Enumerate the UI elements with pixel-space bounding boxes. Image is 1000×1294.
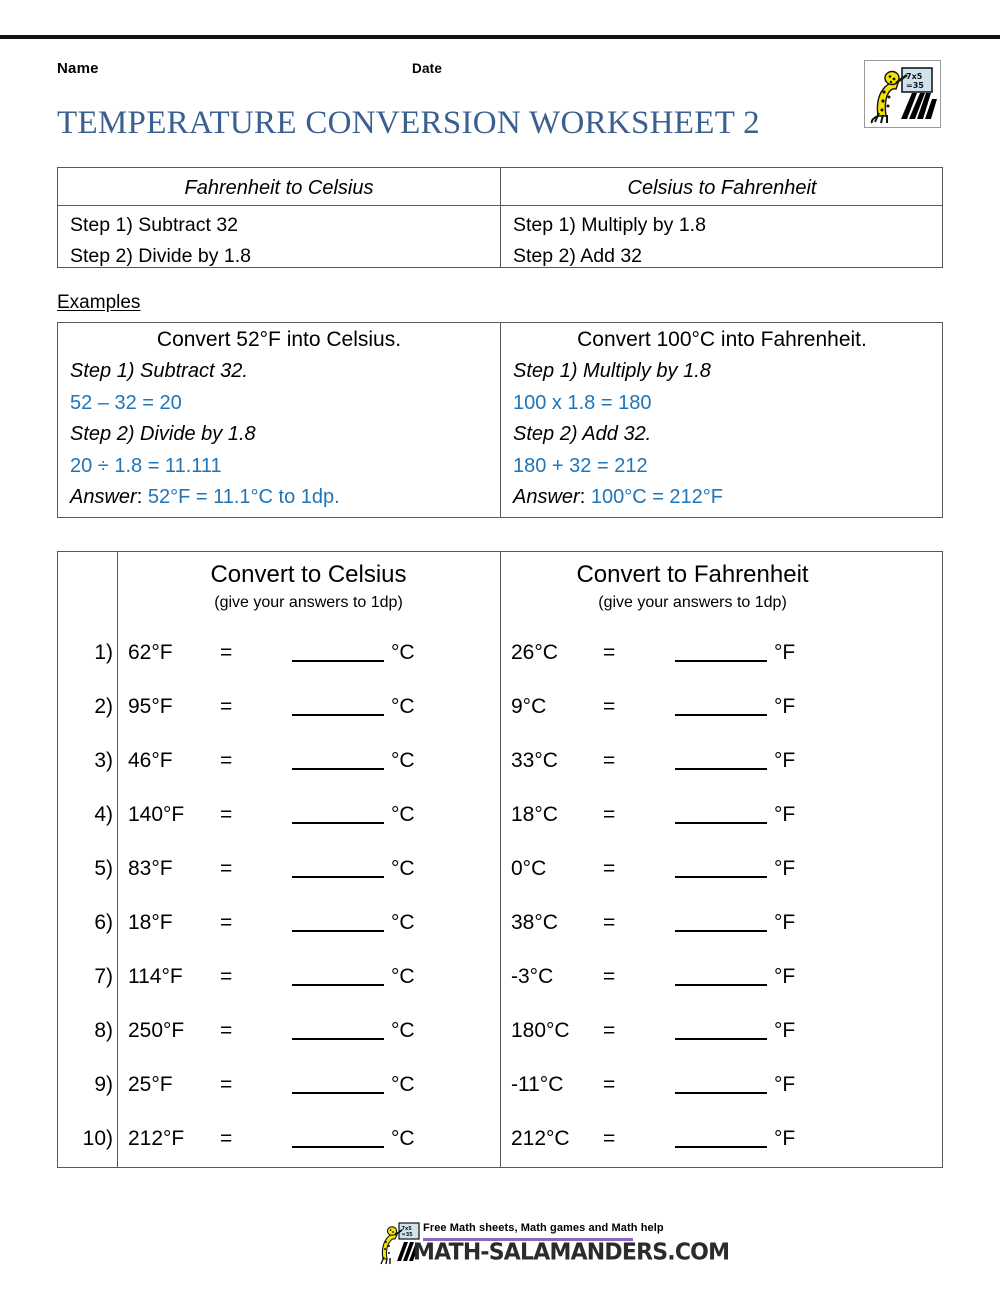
equals-sign: =	[220, 1073, 233, 1096]
question-number: 2)	[94, 695, 113, 718]
question-value: 212°C	[511, 1127, 570, 1150]
unit-label: °F	[774, 1127, 796, 1150]
questions-subheading-text: (give your answers to 1dp)	[598, 594, 787, 611]
equals-sign: =	[603, 641, 616, 664]
example-step-1: Step 1) Multiply by 1.8	[513, 360, 711, 382]
question-number: 6)	[94, 911, 113, 934]
answer-blank[interactable]	[675, 1073, 767, 1094]
method-steps-f-to-c	[70, 210, 251, 272]
unit-label: °C	[391, 857, 415, 880]
question-cell-fahrenheit	[511, 640, 795, 666]
question-value: 25°F	[128, 1073, 173, 1096]
unit-label: °C	[391, 803, 415, 826]
questions-heading-text: Convert to Fahrenheit	[576, 561, 809, 588]
question-cell-fahrenheit	[511, 1126, 795, 1152]
questions-headers	[58, 552, 944, 628]
equals-sign: =	[220, 749, 233, 772]
answer-blank[interactable]	[675, 803, 767, 824]
question-number: 7)	[94, 965, 113, 988]
answer-blank[interactable]	[675, 911, 767, 932]
method-heading-c-to-f: Celsius to Fahrenheit	[627, 177, 817, 199]
question-cell-fahrenheit	[511, 910, 795, 936]
table-row	[58, 790, 944, 844]
examples-table	[57, 322, 943, 518]
question-cell-fahrenheit	[511, 856, 795, 882]
footer-tagline: Free Math sheets, Math games and Math help	[423, 1222, 664, 1234]
equals-sign: =	[220, 965, 233, 988]
question-value: 62°F	[128, 641, 173, 664]
table-row	[58, 1114, 944, 1168]
method-step: Step 1) Subtract 32	[70, 214, 239, 236]
svg-text:7x5: 7x5	[906, 72, 923, 81]
example-answer-label: Answer	[70, 486, 137, 508]
equals-sign: =	[603, 911, 616, 934]
answer-blank[interactable]	[292, 695, 384, 716]
unit-label: °F	[774, 857, 796, 880]
question-cell-celsius	[128, 964, 415, 990]
unit-label: °F	[774, 1073, 796, 1096]
example-step-2: Step 2) Add 32.	[513, 423, 652, 445]
unit-label: °C	[391, 1019, 415, 1042]
table-row	[58, 736, 944, 790]
question-value: -11°C	[511, 1073, 564, 1096]
answer-blank[interactable]	[292, 749, 384, 770]
method-step: Step 2) Add 32	[513, 245, 643, 267]
unit-label: °C	[391, 911, 415, 934]
answer-blank[interactable]	[292, 1019, 384, 1040]
equals-sign: =	[220, 1019, 233, 1042]
footer-site-url[interactable]: MATH-SALAMANDERS.COM	[413, 1239, 730, 1266]
question-cell-celsius	[128, 1018, 415, 1044]
examples-label: Examples	[57, 292, 141, 313]
question-cell-celsius	[128, 640, 415, 666]
equals-sign: =	[603, 803, 616, 826]
equals-sign: =	[603, 695, 616, 718]
question-number: 4)	[94, 803, 113, 826]
question-value: 33°C	[511, 749, 558, 772]
questions-subheading-text: (give your answers to 1dp)	[214, 594, 403, 611]
top-rule-divider	[0, 35, 1000, 39]
question-value: 9°C	[511, 695, 547, 718]
unit-label: °C	[391, 1073, 415, 1096]
svg-text:=35: =35	[401, 1232, 413, 1238]
method-table-header-divider	[58, 205, 942, 206]
question-cell-celsius	[128, 802, 415, 828]
unit-label: °F	[774, 641, 796, 664]
name-label: Name	[57, 60, 99, 77]
question-value: 212°F	[128, 1127, 185, 1150]
question-cell-celsius	[128, 748, 415, 774]
equals-sign: =	[603, 1073, 616, 1096]
question-number: 10)	[82, 1127, 113, 1150]
example-working-1: 52 – 32 = 20	[70, 391, 182, 414]
table-row	[58, 682, 944, 736]
equals-sign: =	[220, 911, 233, 934]
question-cell-fahrenheit	[511, 802, 795, 828]
unit-label: °F	[774, 803, 796, 826]
equals-sign: =	[603, 857, 616, 880]
table-row	[58, 1006, 944, 1060]
question-number: 8)	[94, 1019, 113, 1042]
answer-blank[interactable]	[675, 1019, 767, 1040]
table-row	[58, 628, 944, 682]
example-title: Convert 52°F into Celsius.	[156, 328, 402, 351]
unit-label: °C	[391, 641, 415, 664]
question-value: 83°F	[128, 857, 173, 880]
question-cell-fahrenheit	[511, 964, 795, 990]
unit-label: °F	[774, 749, 796, 772]
example-answer-value: 100°C = 212°F	[590, 486, 724, 508]
svg-text:=35: =35	[906, 81, 924, 90]
questions-heading-celsius	[117, 560, 500, 615]
example-answer: Answer: 100°C = 212°F	[513, 486, 724, 508]
question-value: -3°C	[511, 965, 554, 988]
answer-blank[interactable]	[292, 1127, 384, 1148]
question-value: 95°F	[128, 695, 173, 718]
question-cell-celsius	[128, 856, 415, 882]
table-row	[58, 952, 944, 1006]
example-working-2: 180 + 32 = 212	[513, 454, 648, 477]
worksheet-header	[57, 58, 943, 86]
example-step-1: Step 1) Subtract 32.	[70, 360, 248, 382]
unit-label: °F	[774, 695, 796, 718]
question-cell-fahrenheit	[511, 1018, 795, 1044]
question-value: 26°C	[511, 641, 558, 664]
unit-label: °F	[774, 965, 796, 988]
questions-rows	[58, 628, 944, 1168]
page-title: TEMPERATURE CONVERSION WORKSHEET 2	[57, 105, 760, 141]
unit-label: °C	[391, 1127, 415, 1150]
equals-sign: =	[220, 1127, 233, 1150]
table-row	[58, 898, 944, 952]
method-heading-f-to-c: Fahrenheit to Celsius	[184, 177, 374, 199]
question-cell-celsius	[128, 910, 415, 936]
question-number: 3)	[94, 749, 113, 772]
example-answer-value: 52°F = 11.1°C to 1dp.	[147, 486, 340, 508]
unit-label: °C	[391, 965, 415, 988]
answer-blank[interactable]	[675, 641, 767, 662]
equals-sign: =	[220, 857, 233, 880]
equals-sign: =	[603, 1019, 616, 1042]
answer-blank[interactable]	[292, 911, 384, 932]
equals-sign: =	[603, 965, 616, 988]
example-title: Convert 100°C into Fahrenheit.	[577, 328, 867, 351]
method-steps-c-to-f	[513, 210, 706, 272]
example-working-2: 20 ÷ 1.8 = 11.111	[70, 454, 222, 477]
question-cell-celsius	[128, 1126, 415, 1152]
question-cell-fahrenheit	[511, 1072, 795, 1098]
math-salamander-logo-icon	[864, 60, 941, 128]
equals-sign: =	[603, 1127, 616, 1150]
example-answer-label: Answer	[513, 486, 580, 508]
question-cell-celsius	[128, 694, 415, 720]
question-cell-fahrenheit	[511, 748, 795, 774]
answer-blank[interactable]	[292, 857, 384, 878]
answer-blank[interactable]	[292, 803, 384, 824]
method-step: Step 1) Multiply by 1.8	[513, 214, 706, 236]
example-step-2: Step 2) Divide by 1.8	[70, 423, 256, 445]
table-row	[58, 844, 944, 898]
question-value: 250°F	[128, 1019, 185, 1042]
questions-heading-text: Convert to Celsius	[210, 561, 407, 588]
question-number: 1)	[94, 641, 113, 664]
questions-table	[57, 551, 943, 1168]
date-label: Date	[412, 61, 443, 76]
question-value: 38°C	[511, 911, 558, 934]
equals-sign: =	[603, 749, 616, 772]
unit-label: °F	[774, 911, 796, 934]
unit-label: °C	[391, 749, 415, 772]
example-f-to-c	[58, 323, 500, 517]
example-answer: Answer: 52°F = 11.1°C to 1dp.	[70, 486, 340, 508]
question-cell-fahrenheit	[511, 694, 795, 720]
question-number: 9)	[94, 1073, 113, 1096]
question-value: 46°F	[128, 749, 173, 772]
question-value: 18°C	[511, 803, 558, 826]
answer-blank[interactable]	[675, 695, 767, 716]
table-row	[58, 1060, 944, 1114]
answer-blank[interactable]	[292, 965, 384, 986]
answer-blank[interactable]	[675, 857, 767, 878]
question-value: 18°F	[128, 911, 173, 934]
question-value: 0°C	[511, 857, 547, 880]
questions-heading-fahrenheit	[501, 560, 884, 615]
answer-blank[interactable]	[292, 1073, 384, 1094]
answer-blank[interactable]	[675, 749, 767, 770]
example-c-to-f	[501, 323, 943, 517]
answer-blank[interactable]	[292, 641, 384, 662]
question-value: 180°C	[511, 1019, 570, 1042]
equals-sign: =	[220, 695, 233, 718]
question-value: 140°F	[128, 803, 185, 826]
equals-sign: =	[220, 641, 233, 664]
answer-blank[interactable]	[675, 965, 767, 986]
question-number: 5)	[94, 857, 113, 880]
unit-label: °F	[774, 1019, 796, 1042]
question-cell-celsius	[128, 1072, 415, 1098]
site-footer	[375, 1219, 730, 1269]
conversion-method-table	[57, 167, 943, 268]
equals-sign: =	[220, 803, 233, 826]
method-step: Step 2) Divide by 1.8	[70, 245, 252, 267]
svg-text:7x5: 7x5	[401, 1226, 412, 1232]
unit-label: °C	[391, 695, 415, 718]
example-working-1: 100 x 1.8 = 180	[513, 391, 652, 414]
question-value: 114°F	[128, 965, 183, 988]
answer-blank[interactable]	[675, 1127, 767, 1148]
